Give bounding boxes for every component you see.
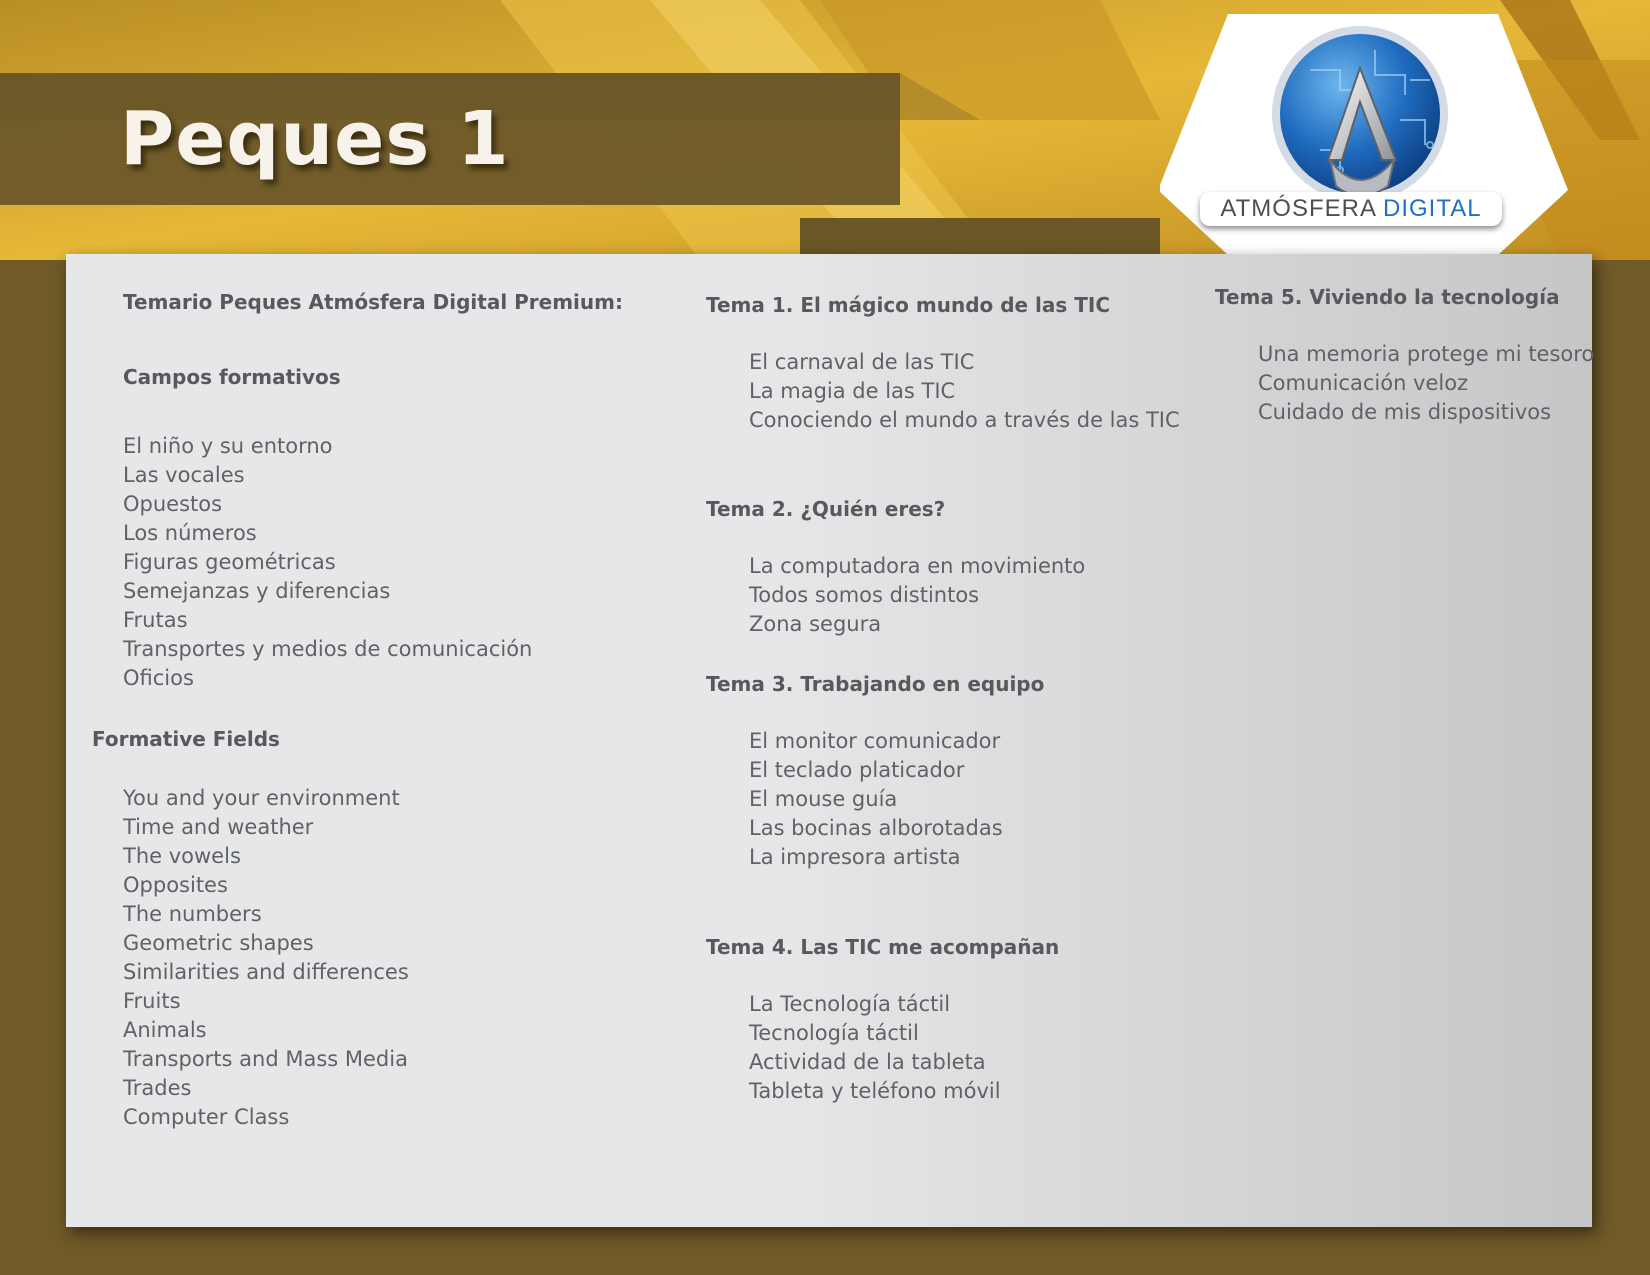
- list-item: Fruits: [123, 989, 181, 1013]
- tema5-heading: Tema 5. Viviendo la tecnología: [1215, 285, 1560, 309]
- list-item: Time and weather: [123, 815, 314, 839]
- list-item: Zona segura: [749, 612, 882, 636]
- list-item: La magia de las TIC: [749, 379, 956, 403]
- list-item: Opposites: [123, 873, 228, 897]
- syllabus-heading: Temario Peques Atmósfera Digital Premium:: [123, 290, 623, 314]
- list-item: Oficios: [123, 666, 194, 690]
- tema1-heading: Tema 1. El mágico mundo de las TIC: [706, 293, 1111, 317]
- list-item: Computer Class: [123, 1105, 290, 1129]
- list-item: Las bocinas alborotadas: [749, 816, 1003, 840]
- list-item: Una memoria protege mi tesoro: [1258, 342, 1595, 366]
- tema5-list: [1258, 340, 1594, 427]
- list-item: El mouse guía: [749, 787, 898, 811]
- list-item: Animals: [123, 1018, 207, 1042]
- list-item: Comunicación veloz: [1258, 371, 1469, 395]
- list-item: You and your environment: [123, 786, 400, 810]
- list-item: Trades: [123, 1076, 192, 1100]
- list-item: Transports and Mass Media: [123, 1047, 408, 1071]
- list-item: Transportes y medios de comunicación: [123, 637, 533, 661]
- list-item: The vowels: [123, 844, 241, 868]
- tema3-list: [749, 727, 1003, 872]
- list-item: Opuestos: [123, 492, 223, 516]
- list-item: Figuras geométricas: [123, 550, 336, 574]
- tema4-heading: Tema 4. Las TIC me acompañan: [706, 935, 1060, 959]
- list-item: Tecnología táctil: [749, 1021, 919, 1045]
- list-item: El teclado platicador: [749, 758, 965, 782]
- list-item: Geometric shapes: [123, 931, 314, 955]
- list-item: Tableta y teléfono móvil: [749, 1079, 1001, 1103]
- formative-heading: Formative Fields: [92, 727, 280, 751]
- list-item: Conociendo el mundo a través de las TIC: [749, 408, 1180, 432]
- list-item: La computadora en movimiento: [749, 554, 1086, 578]
- list-item: Frutas: [123, 608, 188, 632]
- tema2-heading: Tema 2. ¿Quién eres?: [706, 497, 946, 521]
- tema2-list: [749, 552, 1085, 639]
- formative-list: [123, 784, 409, 1132]
- campos-heading: Campos formativos: [123, 365, 341, 389]
- list-item: The numbers: [123, 902, 262, 926]
- tema1-list: [749, 348, 1180, 435]
- list-item: La impresora artista: [749, 845, 961, 869]
- brand-part-1: ATMÓSFERA: [1220, 195, 1377, 222]
- list-item: Semejanzas y diferencias: [123, 579, 391, 603]
- brand-wordmark: [1200, 192, 1502, 226]
- list-item: Cuidado de mis dispositivos: [1258, 400, 1552, 424]
- tema3-heading: Tema 3. Trabajando en equipo: [706, 672, 1045, 696]
- list-item: Las vocales: [123, 463, 245, 487]
- tema4-list: [749, 990, 1001, 1106]
- list-item: Todos somos distintos: [749, 583, 980, 607]
- content-panel: [66, 254, 1595, 1227]
- list-item: El niño y su entorno: [123, 434, 333, 458]
- page-title: Peques 1: [120, 96, 510, 182]
- list-item: La Tecnología táctil: [749, 992, 951, 1016]
- list-item: El carnaval de las TIC: [749, 350, 975, 374]
- list-item: Actividad de la tableta: [749, 1050, 986, 1074]
- list-item: Los números: [123, 521, 257, 545]
- campos-list: [123, 432, 532, 693]
- brand-part-2: DIGITAL: [1382, 195, 1482, 222]
- list-item: El monitor comunicador: [749, 729, 1001, 753]
- list-item: Similarities and differences: [123, 960, 409, 984]
